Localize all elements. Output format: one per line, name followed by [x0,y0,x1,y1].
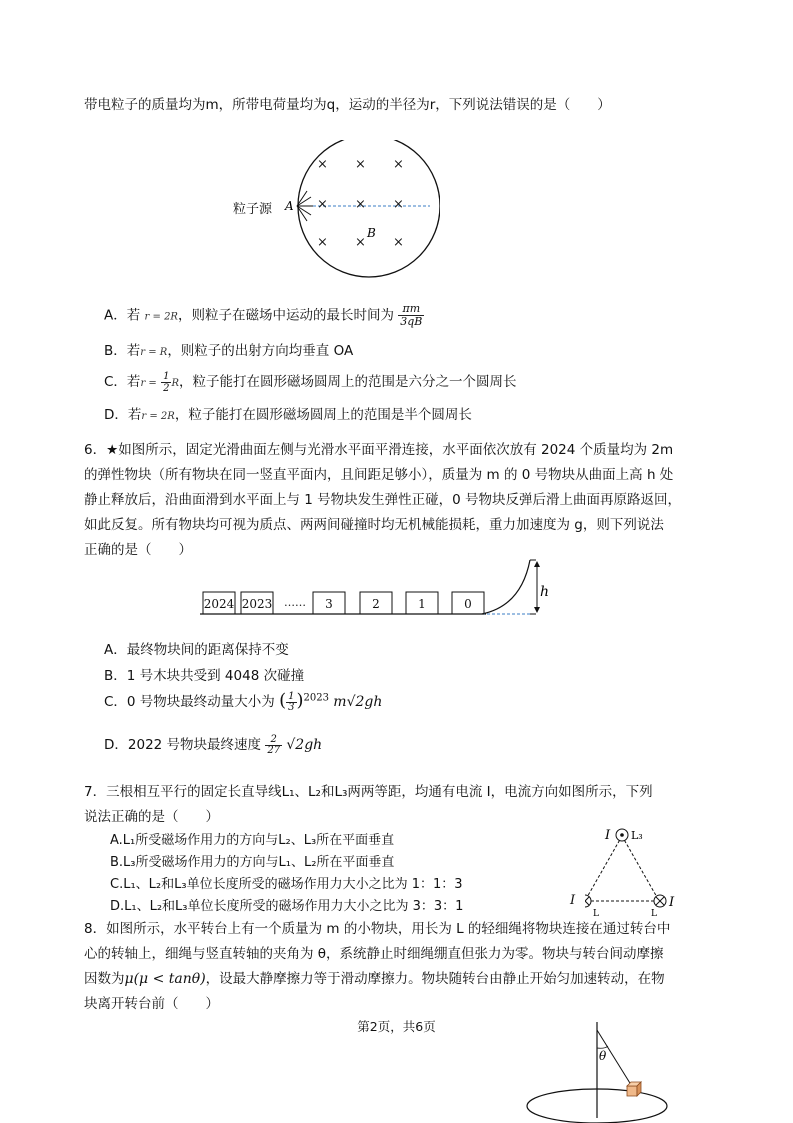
svg-text:L: L [593,909,599,919]
q5-option-b: B．若r = R，则粒子的出射方向均垂直 OA [104,343,354,359]
particle-source-label: 粒子源 [233,202,273,217]
svg-text:×: × [355,197,366,212]
curved-surface [482,560,530,614]
svg-text:×: × [317,235,328,250]
q7-option-d: D.L₁、L₂和L₃单位长度所受的磁场作用力大小之比为 3：3：1 [110,899,464,914]
q6-stem-line-4: 如此反复。所有物块均可视为质点、两两间碰撞时均无机械能损耗，重力加速度为 g，则下列说法 [84,517,664,533]
svg-text:×: × [317,157,328,172]
svg-text:×: × [393,157,404,172]
q6-stem-line-1: 6．★如图所示，固定光滑曲面左侧与光滑水平面平滑连接，水平面依次放有 2024 个质量均为 2m [84,442,674,458]
q7-stem-line-2: 说法正确的是（ ） [84,809,219,825]
q6-option-b: B．1 号木块共受到 4048 次碰撞 [104,668,305,684]
height-label: h [540,584,550,600]
block-2023: 2023 [241,597,273,611]
q5-option-a: A．若 r = 2R，则粒子在磁场中运动的最长时间为 $\frac{\pi m}{3qB}$ [104,302,423,328]
q7-left-current-label: I [570,893,576,908]
q7-option-c: C.L₁、L₂和L₃单位长度所受的磁场作用力大小之比为 1：1：3 [110,877,463,892]
q7-stem-line-1: 7．三根相互平行的固定长直导线L₁、L₂和L₃两两等距，均通有电流 I，电流方向如图所示，下列 [84,784,653,800]
q5-stem: 带电粒子的质量均为m，所带电荷量均为q，运动的半径为r，下列说法错误的是（ ） [84,97,611,113]
svg-text:×: × [355,235,366,250]
block-1: 1 [418,597,426,611]
q8-stem-line-3: 因数为μ(μ < tanθ)，设最大静摩擦力等于滑动摩擦力。物块随转台由静止开始匀加速转动，在物 [84,971,665,987]
q5-option-c: C．若r = $\frac{1}{2}$ R，粒子能打在圆形磁场圆周上的范围是六分之一个圆周长 [104,370,517,394]
page-footer: 第2页，共6页 [357,1019,436,1034]
q7-option-a: A.L₁所受磁场作用力的方向与L₂、L₃所在平面垂直 [110,833,395,848]
block-ellipsis: …… [284,596,306,609]
q6-option-a: A．最终物块间的距离保持不变 [104,642,289,658]
q6-option-d: D．2022 号物块最终速度 $\frac{2}{27}$ √2gh [104,733,323,756]
q6-option-c: C．0 号物块最终动量大小为 ( $\frac{1}{3}$ )$^{2023}$ m√2gh [104,690,383,713]
point-a-label: A [285,199,294,213]
q8-stem-line-1: 8．如图所示，水平转台上有一个质量为 m 的小物块，用长为 L 的轻细绳将物块连接在通过转台中 [84,921,671,937]
svg-text:×: × [317,197,328,212]
q6-stem-line-2: 的弹性物块（所有物块在同一竖直平面内，且间距足够小），质量为 m 的 0 号物块从曲面上高 h 处 [84,467,674,483]
block-0: 0 [464,597,472,611]
q7-option-b: B.L₃所受磁场作用力的方向与L₁、L₂所在平面垂直 [110,855,395,870]
field-crosses [317,157,404,250]
svg-text:I: I [669,895,675,910]
q6-stem-line-3: 静止释放后，沿曲面滑到水平面上与 1 号物块发生弹性正碰，0 号物块反弹后滑上曲面再原路返回， [84,492,682,508]
block-3: 3 [325,597,333,611]
block-2: 2 [372,597,380,611]
q6-stem-line-5: 正确的是（ ） [84,542,192,558]
theta-label: θ [599,1049,607,1063]
point-b-label: B [367,226,376,240]
q8-turntable-figure [525,1018,675,1123]
q8-stem-line-4: 块离开转台前（ ） [84,996,219,1012]
q6-blocks-figure [196,556,561,620]
small-block-icon [627,1082,641,1096]
q5-option-d: D．若r = 2R，粒子能打在圆形磁场圆周上的范围是半个圆周长 [104,407,472,423]
svg-text:×: × [393,197,404,212]
wire-l1-in-icon [585,895,591,907]
block-2024: 2024 [203,597,235,611]
svg-text:×: × [393,235,404,250]
svg-text:L₃: L₃ [631,829,643,842]
q7-wires-figure [585,822,690,920]
svg-text:×: × [355,157,366,172]
q8-stem-line-2: 心的转轴上，细绳与竖直转轴的夹角为 θ，系统静止时细绳绷直但张力为零。物块与转台间动摩擦 [84,946,664,962]
svg-text:L: L [651,909,657,919]
svg-text:I: I [605,828,611,843]
